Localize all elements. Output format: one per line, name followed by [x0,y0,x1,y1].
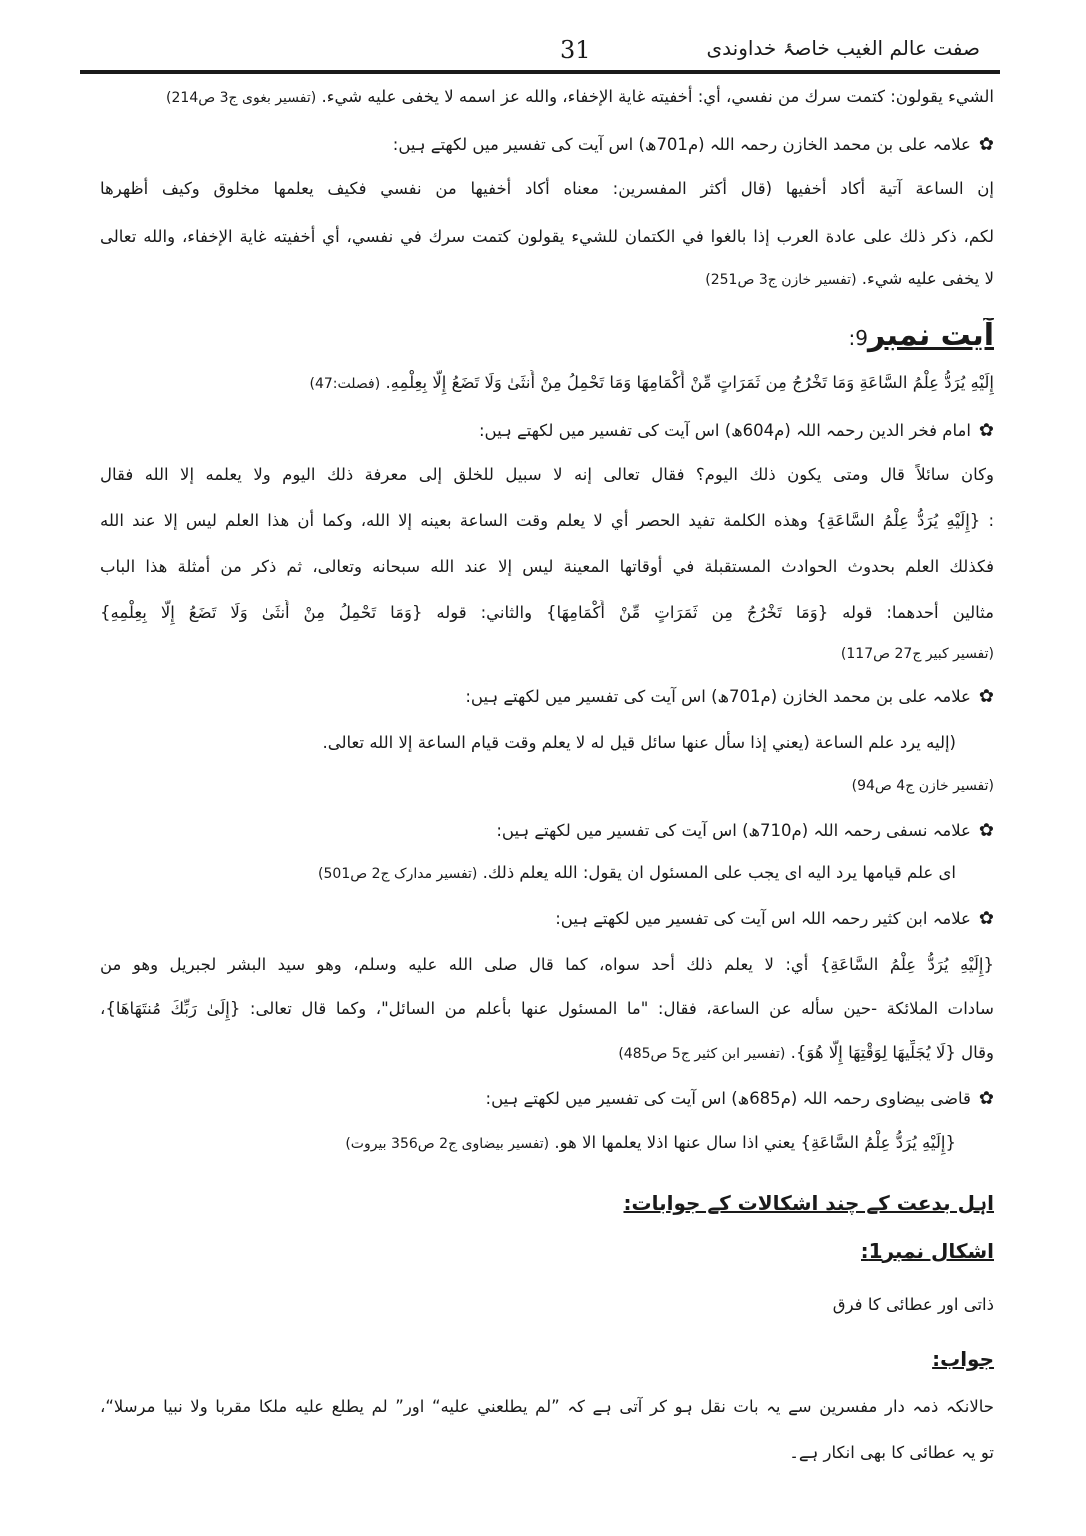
text-line-3 [100,176,994,202]
scholar-line-2 [479,418,994,444]
citation: (تفسیر خازن ج4 ص94) [851,778,994,794]
arabic-text: اى علم قيامها يرد اليه اى يجب على المسئول ان يقول: الله يعلم ذلك. [482,863,956,882]
section-heading: اہل بدعت کے چند اشکالات کے جوابات: [623,1191,994,1215]
running-title: صفت عالم الغیب خاصۂ خداوندی [706,36,980,60]
text-line-11 [100,554,994,580]
subsection-heading: اشکال نمبر1: [860,1239,994,1263]
page-number: 31 [560,36,591,64]
arabic-text: لكم، ذكر ذلك على عادة العرب إذا بالغوا في الكتمان للشيء يقولون كتمت سرك في نفسي، أي أخفيته غاية الإخفاء، والله تعالى [100,227,994,246]
arabic-text: فكذلك العلم بحدوث الحوادث المستقبلة في أوقاتها المعينة ليس إلا عند الله سبحانه وتعالى، ثم ذكر من أمثلة هذا الباب [100,557,994,576]
text-line-22 [618,1040,994,1067]
urdu-text: علامہ علی بن محمد الخازن (م701ھ) اس آیت کی تفسیر میں لکھتے ہیں: [465,687,971,706]
arabic-text: (إليه يرد علم الساعة (يعني إذا سأل عنها سائل قيل له لا يعلم وقت قيام الساعة إلا الله تعالى. [322,733,956,752]
arabic-text: وكان سائلاً قال ومتى يكون ذلك اليوم؟ فقال تعالى إنه لا سبيل للخلق إلى معرفة ذلك اليوم ولا يعلمه إلا الله فقال [100,465,994,484]
urdu-text: علامہ ابن کثیر رحمہ اللہ اس آیت کی تفسیر میں لکھتے ہیں: [555,909,971,928]
page-header [80,30,1000,72]
urdu-text: حالانکہ ذمہ دار مفسرین سے یہ بات نقل ہو کر آتی ہے کہ ”لم يطلعني عليه“ اور” لم يطلع عليه ملكا مقربا ولا نبيا مرسلا“، [100,1397,994,1416]
header-rule [80,70,1000,74]
arabic-text: إن الساعة آتية أكاد أخفيها (قال أكثر المفسرين: معناه أكاد أخفيها من نفسي فكيف يعلمها مخلوق وكيف أظهرها [100,179,994,198]
ayat-heading [848,318,994,358]
text-line-12 [100,600,994,626]
citation: (تفسیر مدارک ج2 ص501) [318,866,478,882]
arabic-text: {إِلَيْهِ يُرَدُّ عِلْمُ السَّاعَةِ} أي: لا يعلم ذلك أحد سواه، كما قال صلى الله عليه وسلم، وهو سيد البشر لجبريل وهو من [100,955,994,974]
text-line-30 [789,1440,994,1466]
scholar-line-4 [496,818,994,844]
text-line-18 [318,860,956,887]
flower-bullet-icon: ✿ [978,1088,994,1109]
ayat-number: 9: [848,326,868,350]
text-line-1 [166,84,994,111]
urdu-text: علامہ نسفی رحمہ اللہ (م710ھ) اس آیت کی تفسیر میں لکھتے ہیں: [496,821,971,840]
urdu-text: قاضی بیضاوی رحمہ اللہ (م685ھ) اس آیت کی تفسیر میں لکھتے ہیں: [485,1089,971,1108]
text-line-15 [322,730,956,756]
citation: (تفسیر ابن کثیر ج5 ص485) [618,1046,786,1062]
quran-verse [309,370,994,397]
flower-bullet-icon: ✿ [978,820,994,841]
section-heading-ishkal [861,1238,994,1266]
ayat-heading-label: آیت نمبر [867,318,994,353]
scholar-line-5 [555,906,994,932]
text-line-27 [833,1292,994,1318]
citation: (تفسیر بیضاوی ج2 ص356 بیروت) [345,1136,550,1152]
scholar-line-1 [393,132,994,158]
section-heading-ahl [623,1190,994,1218]
flower-bullet-icon: ✿ [978,908,994,929]
text-line-24 [345,1130,956,1157]
arabic-text: لا يخفى عليه شيء. [861,269,994,288]
text-line-4 [100,224,994,250]
citation-line-13 [841,640,994,667]
urdu-text: ذاتی اور عطائی کا فرق [832,1295,994,1314]
section-heading-jawab [932,1346,994,1374]
arabic-text: : {إِلَيْهِ يُرَدُّ عِلْمُ السَّاعَةِ} وهذه الكلمة تفيد الحصر أي لا يعلم وقت الساعة بعينه إلا الله، وكما أن هذا العلم ليس إلا عند الله [100,511,994,530]
text-line-9 [100,462,994,488]
answer-heading: جواب: [932,1347,994,1371]
citation-line-16 [852,772,994,799]
flower-bullet-icon: ✿ [978,420,994,441]
arabic-text: مثالين أحدهما: قوله {وَمَا تَخْرُجُ مِن ثَمَرَاتٍ مِّنْ أَكْمَامِهَا} والثاني: قوله {وَمَا تَحْمِلُ مِنْ أُنثَىٰ وَلَا تَضَعُ إِلَّا بِعِلْمِهِ} [100,603,994,622]
arabic-text: الشيء يقولون: كتمت سرك من نفسي، أي: أخفيته غاية الإخفاء، والله عز اسمه لا يخفى عليه شيء. [321,87,994,106]
arabic-text: {إِلَيْهِ يُرَدُّ عِلْمُ السَّاعَةِ} يعني اذا سال عنها اذلا يعلمها الا هو. [554,1133,956,1152]
citation: (تفسیر بغوی ج3 ص214) [166,90,317,106]
verse-text: إِلَيْهِ يُرَدُّ عِلْمُ السَّاعَةِ وَمَا تَخْرُجُ مِن ثَمَرَاتٍ مِّنْ أَكْمَامِهَا وَمَا تَحْمِلُ مِنْ أُنثَىٰ وَلَا تَضَعُ إِلَّا بِعِلْمِهِ. [385,373,994,392]
text-line-29 [100,1394,994,1420]
text-line-10 [100,508,994,534]
citation: (تفسیر خازن ج3 ص251) [705,272,857,288]
scholar-line-3 [465,684,994,710]
arabic-text: وقال {لَا يُجَلِّيهَا لِوَقْتِهَا إِلَّا هُوَ}. [790,1043,994,1062]
text-line-21 [100,996,994,1022]
urdu-text: تو یہ عطائی کا بھی انکار ہے۔ [789,1443,994,1462]
text-line-20 [100,952,994,978]
text-line-5 [705,266,994,293]
scholar-line-6 [486,1086,994,1112]
flower-bullet-icon: ✿ [978,686,994,707]
arabic-text: سادات الملائكة -حين سأله عن الساعة، فقال: "ما المسئول عنها بأعلم من السائل"، وكما قال تعالى: {إِلَىٰ رَبِّكَ مُنتَهَاهَا}، [100,999,994,1018]
urdu-text: علامہ علی بن محمد الخازن رحمہ اللہ (م701ھ) اس آیت کی تفسیر میں لکھتے ہیں: [392,135,971,154]
citation: (فصلت:47) [309,376,381,392]
flower-bullet-icon: ✿ [978,134,994,155]
urdu-text: امام فخر الدین رحمہ اللہ (م604ھ) اس آیت کی تفسیر میں لکھتے ہیں: [479,421,971,440]
citation: (تفسیر کبیر ج27 ص117) [840,646,994,662]
